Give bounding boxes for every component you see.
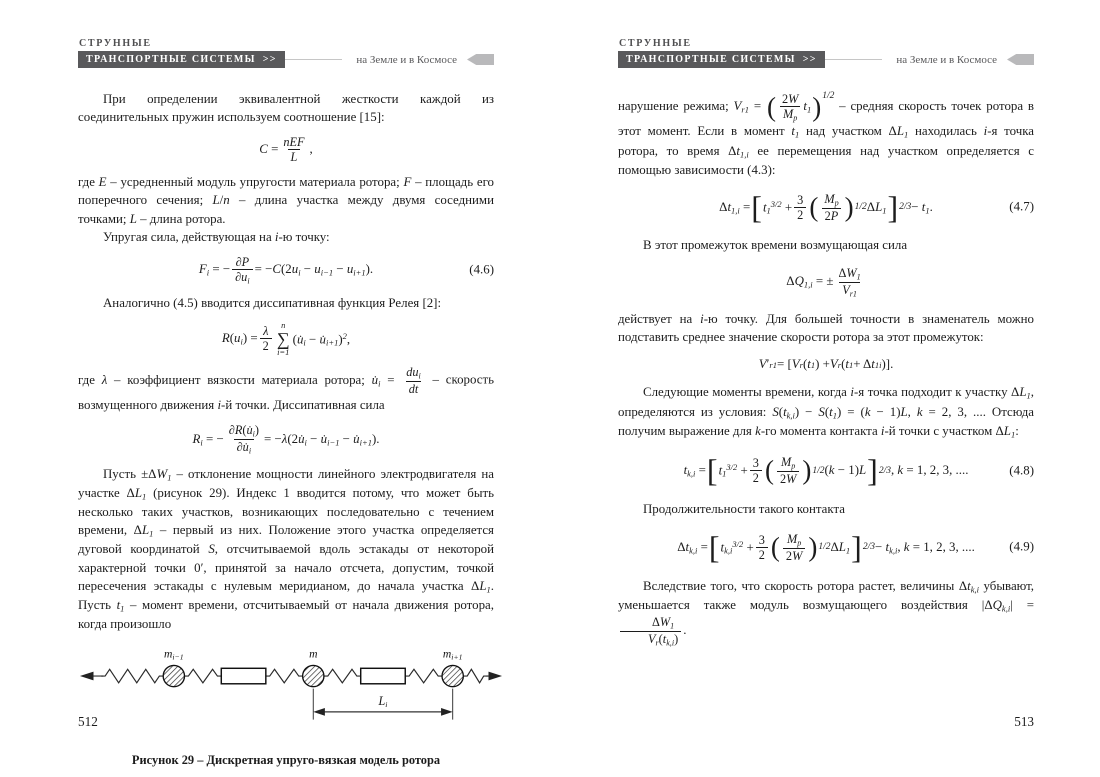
paragraph: В этот промежуток времени возмущающая сила <box>643 237 908 252</box>
chevrons: >> <box>262 54 277 65</box>
figure-caption: Рисунок 29 – Дискретная упруго-вязкая модель ротора <box>131 753 441 768</box>
brand-tagline: на Земле и в Космосе <box>356 53 457 66</box>
inline-fraction: $\frac{\text{dui}}{dt}$ <box>406 365 421 397</box>
damper-element <box>361 669 406 684</box>
figure-29 <box>78 645 494 768</box>
equation-stiffness: C = $\frac{\text{nEF}}{L}$ , <box>259 135 313 165</box>
rotor-model-diagram <box>78 645 504 740</box>
brand-tagline: на Земле и в Космосе <box>896 53 997 66</box>
equation-rayleigh: R(ui) = $\frac{\lambda}{2}$ n ∑ i=1 (u̇i − u̇i+1)$^2$, <box>221 320 351 357</box>
equation-average-speed: V ′ r1 = [ V r ( t 1 ) + V r ( t 1 + Δ t 1i )]. <box>758 357 894 372</box>
sigma-icon: ∑ <box>276 328 290 349</box>
damper-element <box>221 669 266 684</box>
running-head <box>78 38 494 68</box>
arrow-left-icon <box>1007 54 1034 65</box>
fraction: $\frac{\text{nEF}}{L}$ <box>283 135 305 165</box>
paragraph: Аналогично (4.5) вводится диссипативная функция Релея [2]: <box>103 296 442 311</box>
equation-number: (4.9) <box>1009 539 1034 554</box>
fraction: $\frac{\partial R(u̇i)}{\partial u̇i}$ <box>228 423 259 456</box>
fraction: $\frac{3}{2}$ <box>756 533 768 562</box>
dim-arrow-icon <box>313 708 325 716</box>
arrow-left-icon <box>467 54 494 65</box>
brand-box: ТРАНСПОРТНЫЕ СИСТЕМЫ >> <box>618 51 825 68</box>
fraction: $\frac{Mp}{2W}$ <box>777 455 799 486</box>
paragraph: При определении эквивалентной жесткости каждой из соединительных пружин используем соотношение [15]: <box>78 92 494 125</box>
page-left <box>78 38 494 768</box>
arrow-right-icon <box>489 672 503 681</box>
fraction: $\frac{3}{2}$ <box>750 456 762 485</box>
equation-dissipative-force: Ri = − $\frac{\partial R(u̇i)}{\partial u̇i}$ = −λ(2u̇i − u̇i−1 − u̇i+1). <box>192 423 380 456</box>
paragraph: нарушение режима; Vr1 = ( $\frac{2W}{Mp}$ t1)$^{1/2}$ – средняя скорость точек ротора в этот момент. Если в момент t1 над участком ΔL1 находилась i-я точка ротора, то время Δt1,i ее перемещения над участком определяется с помощью зависимости (4.3): <box>618 91 1035 178</box>
dimension-label: Li <box>378 694 388 710</box>
paragraph: где λ – коэффициент вязкости материала ротора; u̇i = $\frac{\text{dui}}{dt}$ – скорость возмущенного движения i-й точки. Диссипативная сила <box>78 365 494 413</box>
fraction: $\frac{\lambda}{2}$ <box>260 324 272 353</box>
header-rule <box>285 59 343 60</box>
fraction: $\frac{\Delta W1}{Vr1}$ <box>838 265 861 298</box>
equation-number: (4.8) <box>1009 463 1034 477</box>
brand-line1: СТРУННЫЕ <box>619 38 692 49</box>
page-right <box>618 38 1034 648</box>
inline-fraction: $\frac{\Delta W1}{Vr(tk,i)}$ <box>620 615 681 647</box>
inline-fraction: $\frac{2W}{Mp}$ <box>781 91 799 123</box>
paragraph: где E – усредненный модуль упругости материала ротора; F – площадь его поперечного сечения; L/n – длина участка между двумя соседними точками; L – длина ротора. <box>78 175 494 226</box>
paragraph: Следующие моменты времени, когда i-я точка подходит к участку ΔL1, определяются из условия: S(tk,i) − S(t1) = (k − 1)L, k = 2, 3, .... Отсюда получим выражение для k-го момента контакта i-й точки с участком ΔL1: <box>618 385 1034 440</box>
chevrons: >> <box>802 54 817 65</box>
page-number-right: 513 <box>1014 714 1034 729</box>
mass-node <box>303 666 324 687</box>
mass-label: mi+1 <box>442 647 463 662</box>
mass-node <box>442 666 463 687</box>
paragraph: Упругая сила, действующая на i-ю точку: <box>103 229 330 244</box>
mass-label: m <box>309 647 318 661</box>
dim-arrow-icon <box>441 708 453 716</box>
equation-4-6: Fi = − $\frac{\partial P}{\partial ui}$ = −C(2ui − ui−1 − ui+1). (4.6) <box>198 254 494 286</box>
equation-4-9: Δtk,i = [ $tk,i^{3/2}$ + $\frac{3}{2}$ ( $\frac{Mp}{2W}$ ) 1/2 ΔL1 ] 2/3 − tk,i, k = 1, 2, 3, .... (4.9) <box>677 528 1034 565</box>
header-rule <box>825 59 883 60</box>
mass-node <box>163 666 184 687</box>
fraction: $\frac{3}{2}$ <box>794 193 806 222</box>
paragraph: Вследствие того, что скорость ротора растет, величины Δtk,i убывают, уменьшается также модуль возмущающего воздействия |ΔQk,i| = $\frac{\Delta W1}{Vr(tk,i)}$ . <box>618 578 1035 648</box>
brand-line1: СТРУННЫЕ <box>79 38 152 49</box>
fraction: $\frac{Mp}{2W}$ <box>783 532 805 563</box>
paragraph: Продолжительности такого контакта <box>643 501 845 516</box>
mass-label: mi−1 <box>164 647 184 662</box>
equation-number: (4.7) <box>1009 199 1034 214</box>
spring-elements <box>101 669 487 683</box>
paragraph: Пусть ±ΔW1 – отклонение мощности линейного электродвигателя на участке ΔL1 (рисунок 29). Индекс 1 вводится потому, что может быть несколько таких участков, возникающих последовательно с течением времени, ΔL1 – первый из них. Положение этого участка определяется дуговой координатой S, отсчитываемой вдоль эстакады от некоторой характерной точки 0′, принятой за начало отсчета, допустим, точкой пересечения эстакады с нулевым меридианом, до начала участка ΔL1. Пусть t1 – момент времени, отсчитываемый от начала движения ротора, когда произошло <box>78 466 495 632</box>
running-head <box>618 38 1034 68</box>
equation-perturbing-force: ΔQ1,i = ± $\frac{\Delta W1}{Vr1}$ <box>618 266 1034 298</box>
brand-box: ТРАНСПОРТНЫЕ СИСТЕМЫ >> <box>78 51 285 68</box>
summation: n ∑ i=1 <box>276 320 290 357</box>
arrow-left-icon <box>80 672 94 681</box>
fraction: $\frac{\partial P}{\partial ui}$ <box>232 255 253 286</box>
equation-number: (4.6) <box>469 262 494 277</box>
page-number-left: 512 <box>78 714 98 729</box>
fraction: $\frac{Mp}{2P}$ <box>821 192 841 223</box>
paragraph: действует на i-ю точку. Для большей точности в знаменатель можно подставить среднее значение скорости ротора за этот промежуток: <box>618 312 1034 345</box>
equation-4-8: tk,i = [ $t1^{3/2}$ + $\frac{3}{2}$ ( $\frac{Mp}{2W}$ ) 1/2 (k − 1)L ] 2/3 , k = 1, 2, 3, .... (4.8) <box>683 452 1034 489</box>
equation-4-7: Δt1,i = [ $t1^{3/2}$ + $\frac{3}{2}$ ( $\frac{Mp}{2P}$ ) 1/2 ΔL1 ] 2/3 − t1. (4.7) <box>719 189 1034 226</box>
